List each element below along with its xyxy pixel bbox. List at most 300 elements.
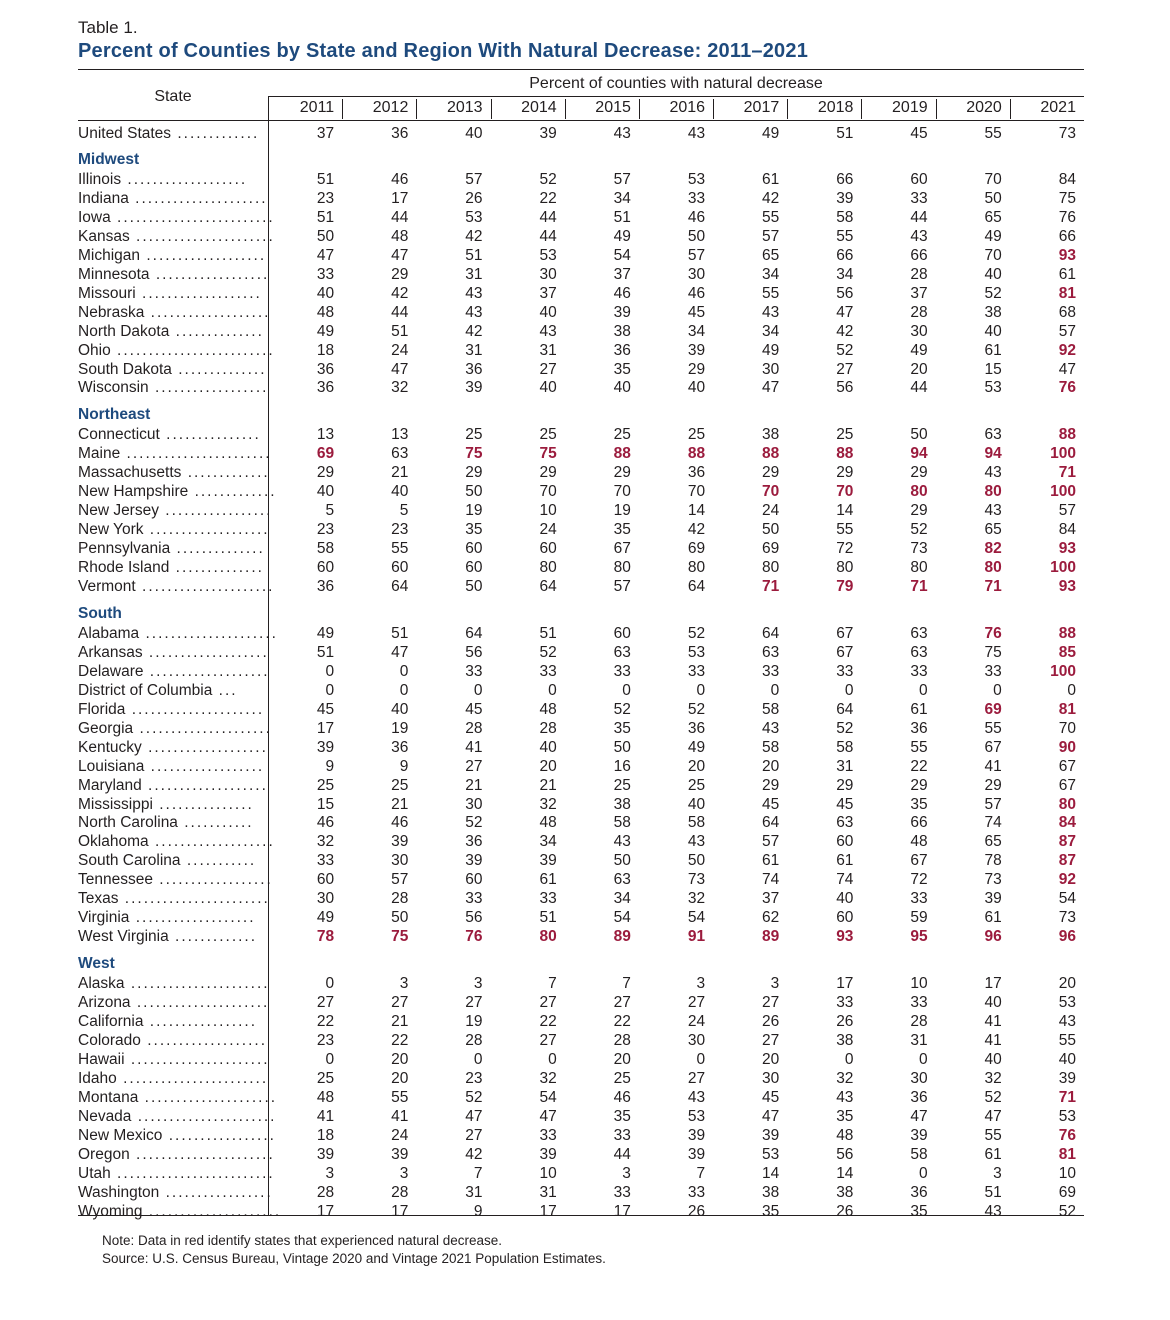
value-cell: 39 <box>539 1145 557 1163</box>
state-label: Idaho <box>78 1069 117 1087</box>
state-label: Wyoming <box>78 1202 143 1220</box>
value-cell: 5 <box>399 502 409 520</box>
value-cell: 29 <box>836 464 854 482</box>
state-name <box>78 738 268 757</box>
value-cell: 48 <box>910 833 928 851</box>
year-divider <box>639 99 640 119</box>
dot-leader: .............. <box>169 322 264 340</box>
value-cell: 33 <box>613 662 631 680</box>
year-divider <box>416 99 417 119</box>
value-cell: 54 <box>613 909 631 927</box>
table-row <box>78 502 1084 521</box>
value-cell: 47 <box>762 1107 780 1125</box>
value-cell: 28 <box>391 890 409 908</box>
table-row <box>78 323 1084 342</box>
value-cell: 84 <box>1058 814 1076 832</box>
state-name <box>78 285 264 303</box>
value-cell: 64 <box>391 578 409 595</box>
value-cell: 74 <box>836 871 854 889</box>
state-name <box>78 701 264 719</box>
value-cell: 64 <box>762 624 780 642</box>
value-cell: 65 <box>984 521 1002 539</box>
dot-leader: ................... <box>144 303 271 321</box>
value-cell: 57 <box>687 246 706 264</box>
value-cell: 34 <box>687 322 706 340</box>
dot-leader: ..................... <box>133 719 272 737</box>
value-cell: 69 <box>984 700 1002 718</box>
value-cell: 29 <box>910 776 928 794</box>
value-cell: 43 <box>836 1088 854 1106</box>
value-cell: 0 <box>473 1050 483 1068</box>
value-cell: 53 <box>762 1145 780 1163</box>
value-cell: 31 <box>465 265 483 283</box>
value-cell: 22 <box>613 1013 631 1030</box>
dot-leader: .............. <box>170 540 265 558</box>
value-cell: 33 <box>613 1183 631 1201</box>
state-name <box>78 890 270 908</box>
state-label: Mississippi <box>78 795 153 813</box>
state-name <box>78 662 270 681</box>
value-cell: 34 <box>762 322 780 340</box>
value-cell: 30 <box>465 795 483 813</box>
value-cell: 50 <box>687 227 706 245</box>
value-cell: 23 <box>316 521 335 539</box>
value-cell: 96 <box>984 928 1002 946</box>
value-cell: 82 <box>984 540 1002 558</box>
value-cell: 80 <box>836 559 854 577</box>
value-cell: 31 <box>836 757 854 775</box>
table-row <box>78 247 1084 266</box>
value-cell: 52 <box>613 700 631 718</box>
year-header-row <box>268 99 1084 119</box>
state-label: New Mexico <box>78 1126 163 1144</box>
value-cell: 63 <box>391 445 409 463</box>
value-cell: 80 <box>539 559 557 577</box>
value-cell: 13 <box>391 426 409 444</box>
state-label: Nebraska <box>78 303 145 321</box>
value-cell: 20 <box>762 757 780 775</box>
value-cell: 92 <box>1058 871 1076 889</box>
value-cell: 26 <box>836 1202 854 1220</box>
value-cell: 63 <box>910 624 928 642</box>
value-cell: 61 <box>762 171 780 188</box>
value-cell: 27 <box>539 1031 557 1049</box>
value-cell: 36 <box>687 464 706 482</box>
dot-leader: ................... <box>135 284 262 302</box>
value-cell: 36 <box>316 360 335 378</box>
state-name <box>78 265 270 284</box>
value-cell: 46 <box>391 171 409 188</box>
dot-leader: ................. <box>143 1013 257 1030</box>
value-cell: 32 <box>316 833 335 851</box>
state-name <box>78 189 268 208</box>
value-cell: 35 <box>910 795 928 813</box>
value-cell: 52 <box>465 1088 483 1106</box>
value-cell: 46 <box>613 1088 631 1106</box>
state-label: South Carolina <box>78 852 181 870</box>
value-cell: 0 <box>473 681 483 699</box>
table-row <box>78 625 1084 644</box>
value-cell: 63 <box>613 643 631 661</box>
value-cell: 50 <box>762 521 780 539</box>
state-name <box>78 1145 275 1164</box>
value-cell: 21 <box>465 776 483 794</box>
value-cell: 32 <box>687 890 706 908</box>
table-row <box>78 266 1084 285</box>
value-cell: 64 <box>539 578 557 595</box>
value-cell: 43 <box>984 464 1002 482</box>
state-name <box>78 909 264 927</box>
state-name <box>78 1031 268 1050</box>
table-row <box>78 758 1084 777</box>
state-label: Vermont <box>78 578 136 595</box>
value-cell: 63 <box>762 643 780 661</box>
value-cell: 39 <box>984 890 1002 908</box>
value-cell: 73 <box>1058 125 1076 142</box>
dot-leader: .................. <box>149 265 270 283</box>
value-cell: 42 <box>465 1145 483 1163</box>
value-cell: 31 <box>539 341 557 359</box>
value-cell: 47 <box>762 379 780 397</box>
value-cell: 40 <box>836 890 854 908</box>
dot-leader: ......................... <box>110 208 275 226</box>
value-cell: 58 <box>762 738 780 756</box>
value-cell: 52 <box>836 719 854 737</box>
value-cell: 66 <box>1058 227 1076 245</box>
table-row <box>78 1203 1084 1222</box>
value-cell: 33 <box>465 890 483 908</box>
value-cell: 45 <box>762 1088 780 1106</box>
year-header-2013: 2013 <box>446 99 483 116</box>
value-cell: 71 <box>984 578 1002 595</box>
dot-leader: .................. <box>152 871 273 889</box>
value-cell: 57 <box>465 171 483 188</box>
value-cell: 26 <box>465 189 483 207</box>
value-cell: 0 <box>844 1050 854 1068</box>
value-cell: 10 <box>1058 1164 1076 1182</box>
value-cell: 55 <box>836 227 854 245</box>
value-cell: 69 <box>687 540 706 558</box>
value-cell: 40 <box>984 1050 1002 1068</box>
value-cell: 39 <box>762 1126 780 1144</box>
value-cell: 80 <box>910 559 928 577</box>
dot-leader: ............. <box>171 125 260 142</box>
value-cell: 36 <box>910 1088 928 1106</box>
value-cell: 21 <box>391 795 409 813</box>
value-cell: 65 <box>984 833 1002 851</box>
value-cell: 27 <box>316 994 335 1012</box>
value-cell: 48 <box>316 303 335 321</box>
value-cell: 51 <box>984 1183 1002 1201</box>
value-cell: 43 <box>910 227 928 245</box>
value-cell: 46 <box>316 814 335 832</box>
value-cell: 61 <box>910 700 928 718</box>
value-cell: 22 <box>539 1013 557 1030</box>
value-cell: 57 <box>613 578 631 595</box>
dot-leader: ............. <box>188 483 277 501</box>
value-cell: 66 <box>910 246 928 264</box>
value-cell: 74 <box>984 814 1002 832</box>
value-cell: 58 <box>836 738 854 756</box>
value-cell: 33 <box>984 662 1002 680</box>
value-cell: 41 <box>984 1031 1002 1049</box>
table-row <box>78 833 1084 852</box>
value-cell: 54 <box>613 246 631 264</box>
state-name <box>78 208 275 227</box>
value-cell: 24 <box>762 502 780 520</box>
value-cell: 74 <box>762 871 780 889</box>
value-cell: 60 <box>910 171 928 188</box>
value-cell: 67 <box>910 852 928 870</box>
state-name <box>78 1183 273 1202</box>
value-cell: 50 <box>613 852 631 870</box>
table-row <box>78 777 1084 796</box>
dot-leader: ..................... <box>138 1088 278 1106</box>
state-label: Alaska <box>78 975 125 993</box>
value-cell: 60 <box>316 559 335 577</box>
value-cell: 47 <box>391 360 409 378</box>
state-name <box>78 928 264 946</box>
value-cell: 40 <box>1058 1050 1076 1068</box>
value-cell: 10 <box>910 975 928 993</box>
state-name <box>78 1164 275 1183</box>
year-divider <box>861 99 862 119</box>
value-cell: 80 <box>984 483 1002 501</box>
value-cell: 55 <box>762 284 780 302</box>
year-header-2020: 2020 <box>966 99 1002 116</box>
value-cell: 3 <box>473 975 483 993</box>
dot-leader: .............. <box>171 360 267 378</box>
value-cell: 50 <box>465 483 483 501</box>
value-cell: 55 <box>391 1088 409 1106</box>
value-cell: 41 <box>984 757 1002 775</box>
value-cell: 54 <box>539 1088 557 1106</box>
state-name <box>78 379 269 397</box>
value-cell: 48 <box>836 1126 854 1144</box>
value-cell: 61 <box>539 871 557 889</box>
value-cell: 63 <box>984 426 1002 444</box>
value-cell: 35 <box>910 1202 928 1220</box>
value-cell: 58 <box>613 814 631 832</box>
value-cell: 30 <box>910 322 928 340</box>
state-label: Louisiana <box>78 757 145 775</box>
value-cell: 48 <box>316 1088 335 1106</box>
state-label: Montana <box>78 1088 139 1106</box>
value-cell: 45 <box>836 795 854 813</box>
value-cell: 60 <box>316 871 335 889</box>
bottom-rule <box>78 1215 1084 1216</box>
value-cell: 45 <box>316 700 335 718</box>
state-name <box>78 975 270 993</box>
value-cell: 80 <box>910 483 928 501</box>
value-cell: 27 <box>465 1126 483 1144</box>
value-cell: 0 <box>993 681 1002 699</box>
value-cell: 28 <box>910 265 928 283</box>
value-cell: 34 <box>613 189 631 207</box>
value-cell: 69 <box>1058 1183 1076 1201</box>
value-cell: 20 <box>539 757 557 775</box>
value-cell: 0 <box>325 975 335 993</box>
value-cell: 10 <box>539 502 557 520</box>
value-cell: 33 <box>539 1126 557 1144</box>
value-cell: 43 <box>687 833 706 851</box>
value-cell: 35 <box>613 1107 631 1125</box>
table-row <box>78 464 1084 483</box>
value-cell: 36 <box>687 719 706 737</box>
value-cell: 52 <box>539 643 557 661</box>
value-cell: 30 <box>687 265 706 283</box>
value-cell: 32 <box>836 1069 854 1087</box>
value-cell: 39 <box>391 833 409 851</box>
value-cell: 30 <box>316 890 335 908</box>
state-name <box>78 852 264 870</box>
value-cell: 27 <box>539 994 557 1012</box>
value-cell: 76 <box>465 928 483 946</box>
value-cell: 49 <box>762 341 780 359</box>
value-cell: 44 <box>539 208 557 226</box>
state-name <box>78 341 275 360</box>
value-cell: 53 <box>687 643 706 661</box>
value-cell: 100 <box>1050 483 1076 501</box>
value-cell: 14 <box>687 502 706 520</box>
value-cell: 63 <box>613 871 631 889</box>
value-cell: 49 <box>316 322 335 340</box>
value-cell: 37 <box>539 284 557 302</box>
value-cell: 19 <box>465 1013 483 1030</box>
value-cell: 29 <box>984 776 1002 794</box>
value-cell: 33 <box>762 662 780 680</box>
table-row <box>78 445 1084 464</box>
value-cell: 47 <box>910 1107 928 1125</box>
value-cell: 60 <box>836 909 854 927</box>
value-cell: 59 <box>910 909 928 927</box>
value-cell: 17 <box>984 975 1002 993</box>
value-cell: 35 <box>465 521 483 539</box>
value-cell: 0 <box>696 681 706 699</box>
value-cell: 70 <box>984 246 1002 264</box>
table-row <box>78 342 1084 361</box>
value-cell: 36 <box>465 833 483 851</box>
state-label: Missouri <box>78 284 136 302</box>
value-cell: 27 <box>539 360 557 378</box>
value-cell: 54 <box>687 909 706 927</box>
value-cell: 89 <box>613 928 631 946</box>
value-cell: 0 <box>548 681 557 699</box>
value-cell: 80 <box>687 559 706 577</box>
value-cell: 20 <box>1058 975 1076 993</box>
value-cell: 27 <box>762 994 780 1012</box>
value-cell: 47 <box>391 643 409 661</box>
value-cell: 52 <box>984 1088 1002 1106</box>
value-cell: 94 <box>910 445 928 463</box>
state-label: Pennsylvania <box>78 540 171 558</box>
state-name <box>78 1088 278 1107</box>
value-cell: 28 <box>465 1031 483 1049</box>
value-cell: 22 <box>910 757 928 775</box>
value-cell: 0 <box>399 662 409 680</box>
value-cell: 93 <box>1058 578 1076 595</box>
value-cell: 3 <box>770 975 780 993</box>
table-row <box>78 909 1084 928</box>
state-name <box>78 483 277 501</box>
value-cell: 39 <box>316 738 335 756</box>
year-divider <box>1010 99 1011 119</box>
state-label: New Hampshire <box>78 483 189 501</box>
value-cell: 76 <box>984 624 1002 642</box>
state-name <box>78 323 264 341</box>
value-cell: 0 <box>696 1050 706 1068</box>
value-cell: 48 <box>391 227 409 245</box>
value-cell: 61 <box>984 1145 1002 1163</box>
value-cell: 41 <box>316 1107 335 1125</box>
value-cell: 29 <box>539 464 557 482</box>
value-cell: 25 <box>391 776 409 794</box>
value-cell: 67 <box>1058 757 1076 775</box>
state-name <box>78 578 275 596</box>
value-cell: 62 <box>762 909 780 927</box>
state-name <box>78 682 264 700</box>
value-cell: 25 <box>316 776 335 794</box>
value-cell: 31 <box>539 1183 557 1201</box>
value-cell: 50 <box>613 738 631 756</box>
value-cell: 49 <box>316 624 335 642</box>
state-label: California <box>78 1013 144 1030</box>
value-cell: 28 <box>539 719 557 737</box>
value-cell: 33 <box>836 662 854 680</box>
dot-leader: ................... <box>129 909 256 927</box>
state-name <box>78 994 270 1012</box>
value-cell: 33 <box>316 852 335 870</box>
value-cell: 76 <box>1058 208 1076 226</box>
value-cell: 33 <box>539 890 557 908</box>
value-cell: 88 <box>1058 426 1076 444</box>
state-name <box>78 624 278 643</box>
value-cell: 43 <box>687 125 706 142</box>
value-cell: 88 <box>613 445 631 463</box>
value-cell: 26 <box>836 1013 854 1030</box>
table-row <box>78 814 1084 833</box>
value-cell: 28 <box>316 1183 335 1201</box>
state-label: Illinois <box>78 171 122 188</box>
value-cell: 18 <box>316 341 335 359</box>
value-cell: 52 <box>984 284 1002 302</box>
value-cell: 42 <box>762 189 780 207</box>
table-row <box>78 285 1084 304</box>
value-cell: 45 <box>687 303 706 321</box>
value-cell: 26 <box>687 1202 706 1220</box>
dot-leader: ................. <box>162 1126 276 1144</box>
state-label: Florida <box>78 700 126 718</box>
value-cell: 50 <box>984 189 1002 207</box>
dot-leader: ............. <box>181 464 270 482</box>
value-cell: 49 <box>910 341 928 359</box>
state-column-header: State <box>154 88 192 105</box>
value-cell: 18 <box>316 1126 335 1144</box>
value-cell: 66 <box>910 814 928 832</box>
value-cell: 43 <box>613 833 631 851</box>
value-cell: 70 <box>762 483 780 501</box>
value-cell: 66 <box>836 171 854 188</box>
value-cell: 17 <box>391 1202 409 1220</box>
table-row <box>78 1070 1084 1089</box>
state-name <box>78 1126 276 1145</box>
value-cell: 47 <box>984 1107 1002 1125</box>
value-cell: 24 <box>687 1013 706 1030</box>
value-cell: 78 <box>316 928 335 946</box>
value-cell: 26 <box>762 1013 780 1030</box>
table-title: Percent of Counties by State and Region With Natural Decrease: 2011–2021 <box>78 40 809 62</box>
value-cell: 57 <box>984 795 1002 813</box>
